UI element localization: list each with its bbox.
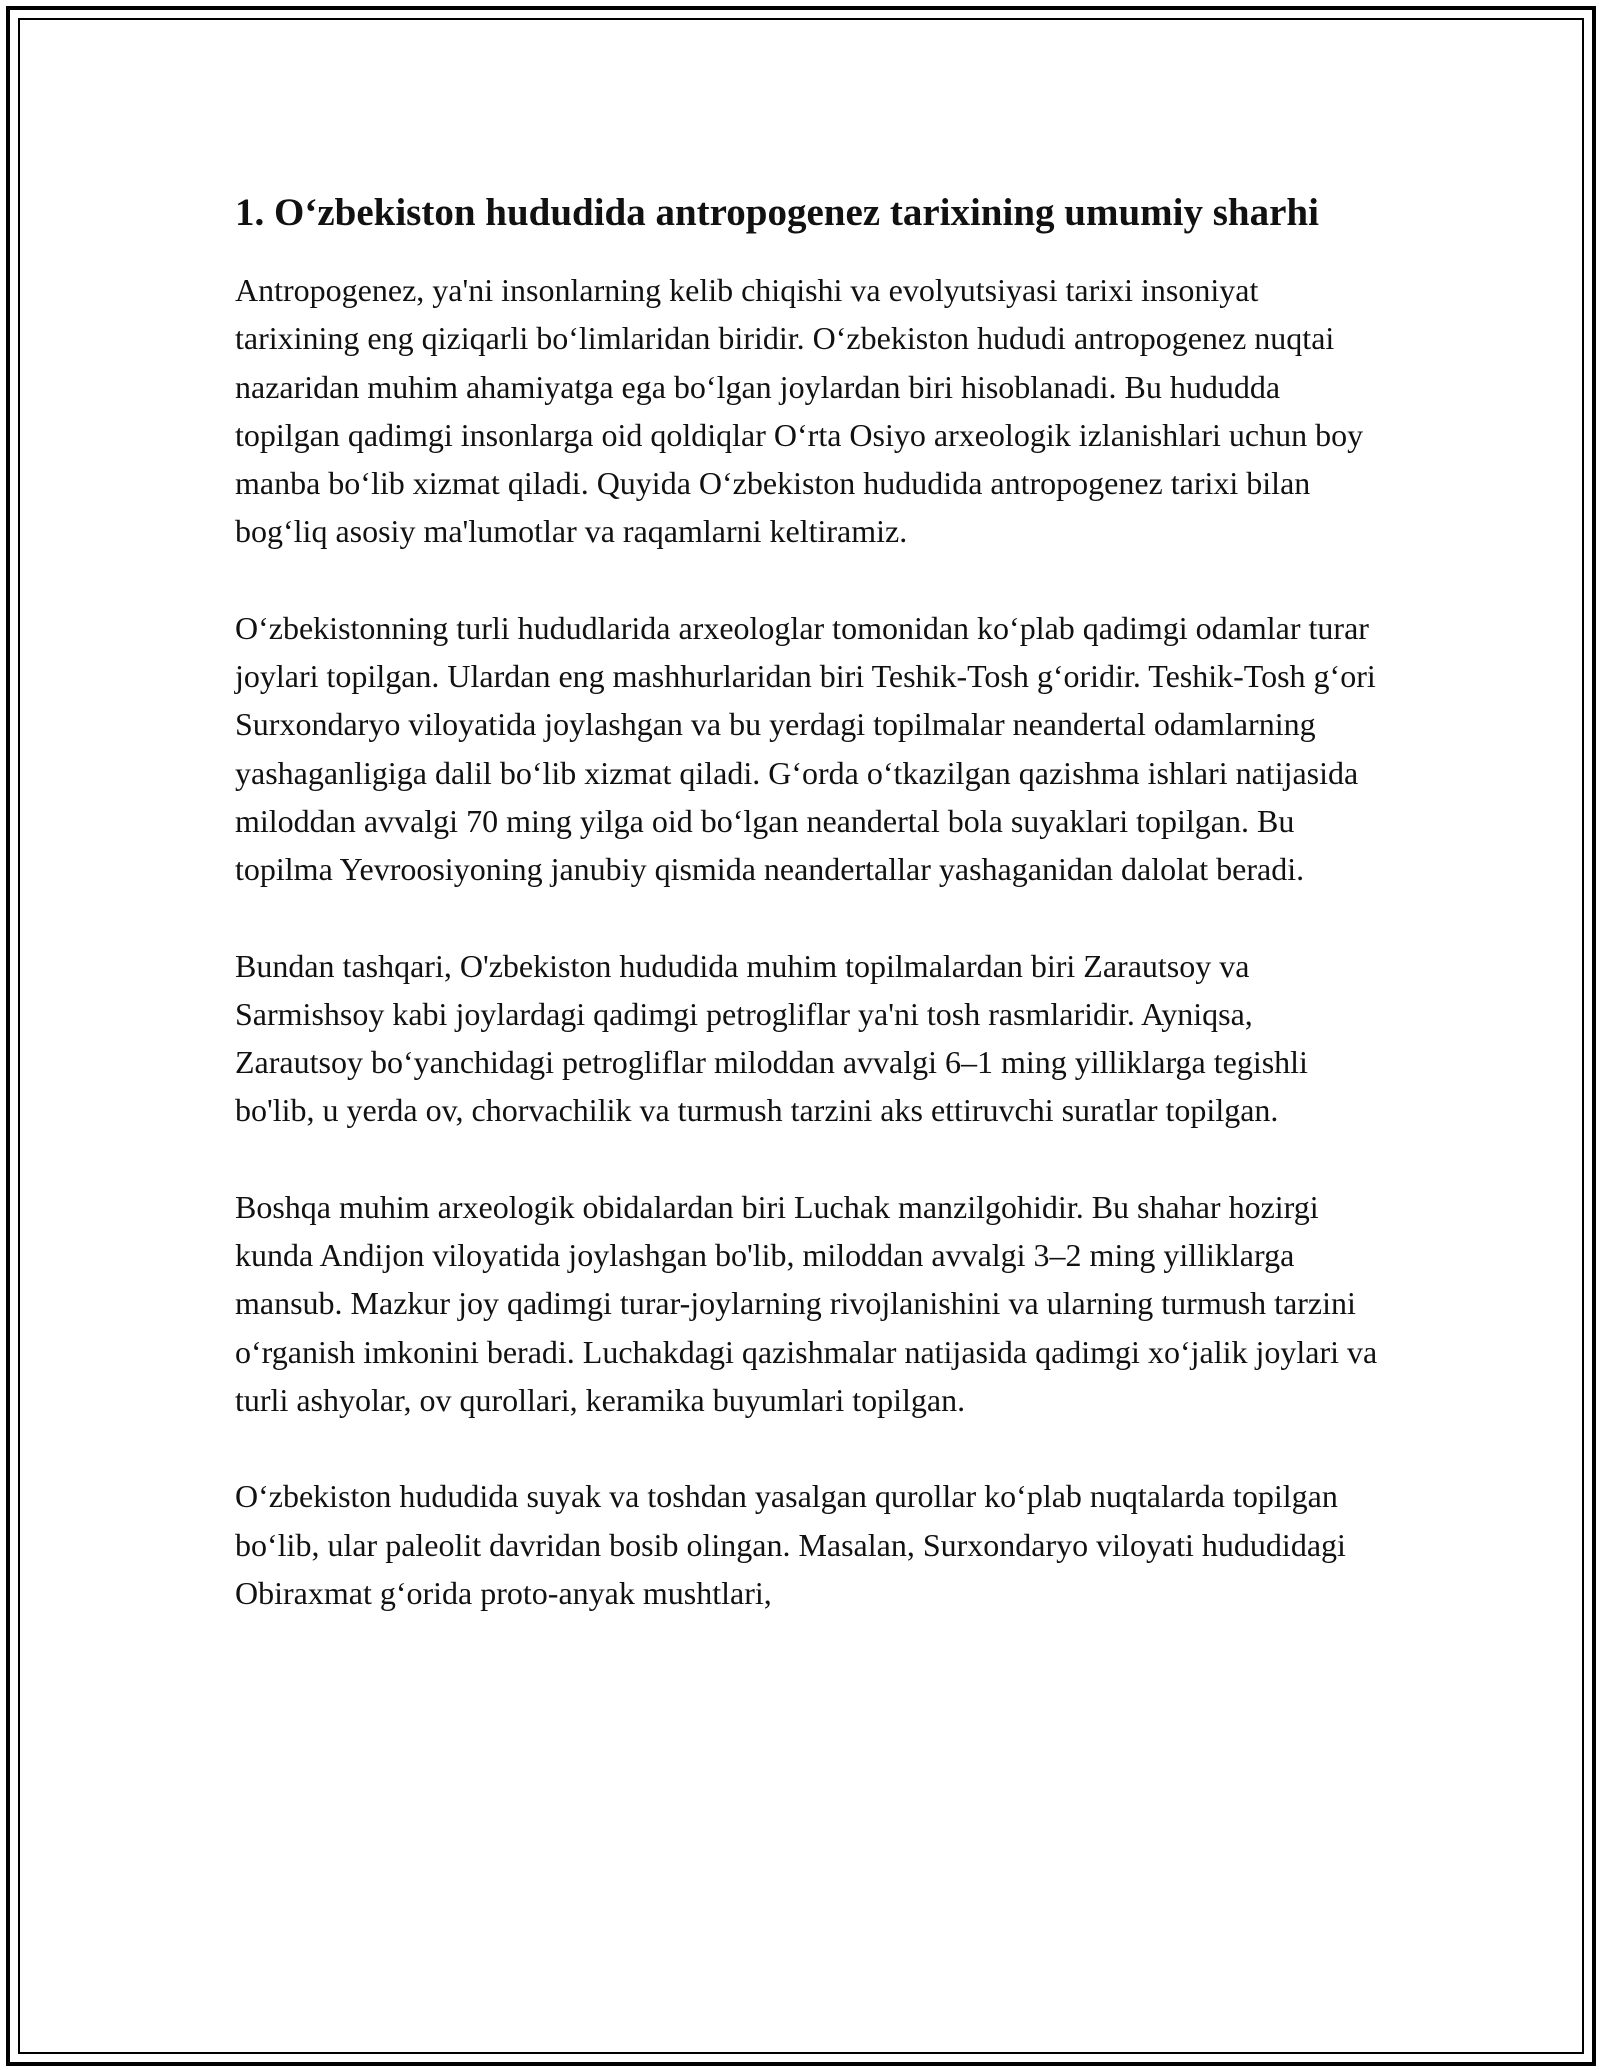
- paragraph-luchak: Boshqa muhim arxeologik obidalardan biri Luchak manzilgohidir. Bu shahar hozirgi kunda Andijon viloyatida joylashgan bo'lib, miloddan avvalgi 3–2 ming yilliklarga mansub. Mazkur joy qadimgi turar-joylarning rivojlanishini va ularning turmush tarzini o‘rganish imkonini beradi. Luchakdagi qazishmalar natijasida qadimgi xo‘jalik joylari va turli ashyolar, ov qurollari, keramika buyumlari topilgan.: [235, 1188, 1378, 1418]
- paragraph-tools: O‘zbekiston hududida suyak va toshdan yasalgan qurollar ko‘plab nuqtalarda topilgan bo‘lib, ular paleolit davridan bosib olingan. Masalan, Surxondaryo viloyati hududidagi Obiraxmat g‘orida proto-anyak mushtlari,: [235, 1478, 1346, 1611]
- section-heading: 1. O‘zbekiston hududida antropogenez tarixining umumiy sharhi: [235, 191, 1319, 234]
- paragraph-intro: Antropogenez, ya'ni insonlarning kelib chiqishi va evolyutsiyasi tarixi insoniyat tarixining eng qiziqarli bo‘limlaridan biridir. O‘zbekiston hududi antropogenez nuqtai nazaridan muhim ahamiyatga ega bo‘lgan joylardan biri hisoblanadi. Bu hududda topilgan qadimgi insonlarga oid qoldiqlar O‘rta Osiyo arxeologik izlanishlari uchun boy manba bo‘lib xizmat qiladi. Quyida O‘zbekiston hududida antropogenez tarixi bilan bog‘liq asosiy ma'lumotlar va raqamlarni keltiramiz.: [235, 272, 1364, 550]
- paragraph-teshik-tosh: O‘zbekistonning turli hududlarida arxeologlar tomonidan ko‘plab qadimgi odamlar turar joylari topilgan. Ulardan eng mashhurlaridan biri Teshik-Tosh g‘oridir. Teshik-Tosh g‘ori Surxondaryo viloyatida joylashgan va bu yerdagi topilmalar neandertal odamlarning yashaganligiga dalil bo‘lib xizmat qiladi. G‘orda o‘tkazilgan qazishma ishlari natijasida miloddan avvalgi 70 ming yilga oid bo‘lgan neandertal bola suyaklari topilgan. Bu topilma Yevroosiyoning janubiy qismida neandertallar yashaganidan dalolat beradi.: [235, 609, 1376, 888]
- paragraph-petroglyphs: Bundan tashqari, O'zbekiston hududida muhim topilmalardan biri Zarautsoy va Sarmishsoy kabi joylardagi qadimgi petrogliflar ya'ni tosh rasmlaridir. Ayniqsa, Zarautsoy bo‘yanchidagi petrogliflar miloddan avvalgi 6–1 ming yilliklarga tegishli bo'lib, u yerda ov, chorvachilik va turmush tarzini aks ettiruvchi suratlar topilgan.: [235, 947, 1308, 1129]
- document-body: [235, 186, 1385, 1665]
